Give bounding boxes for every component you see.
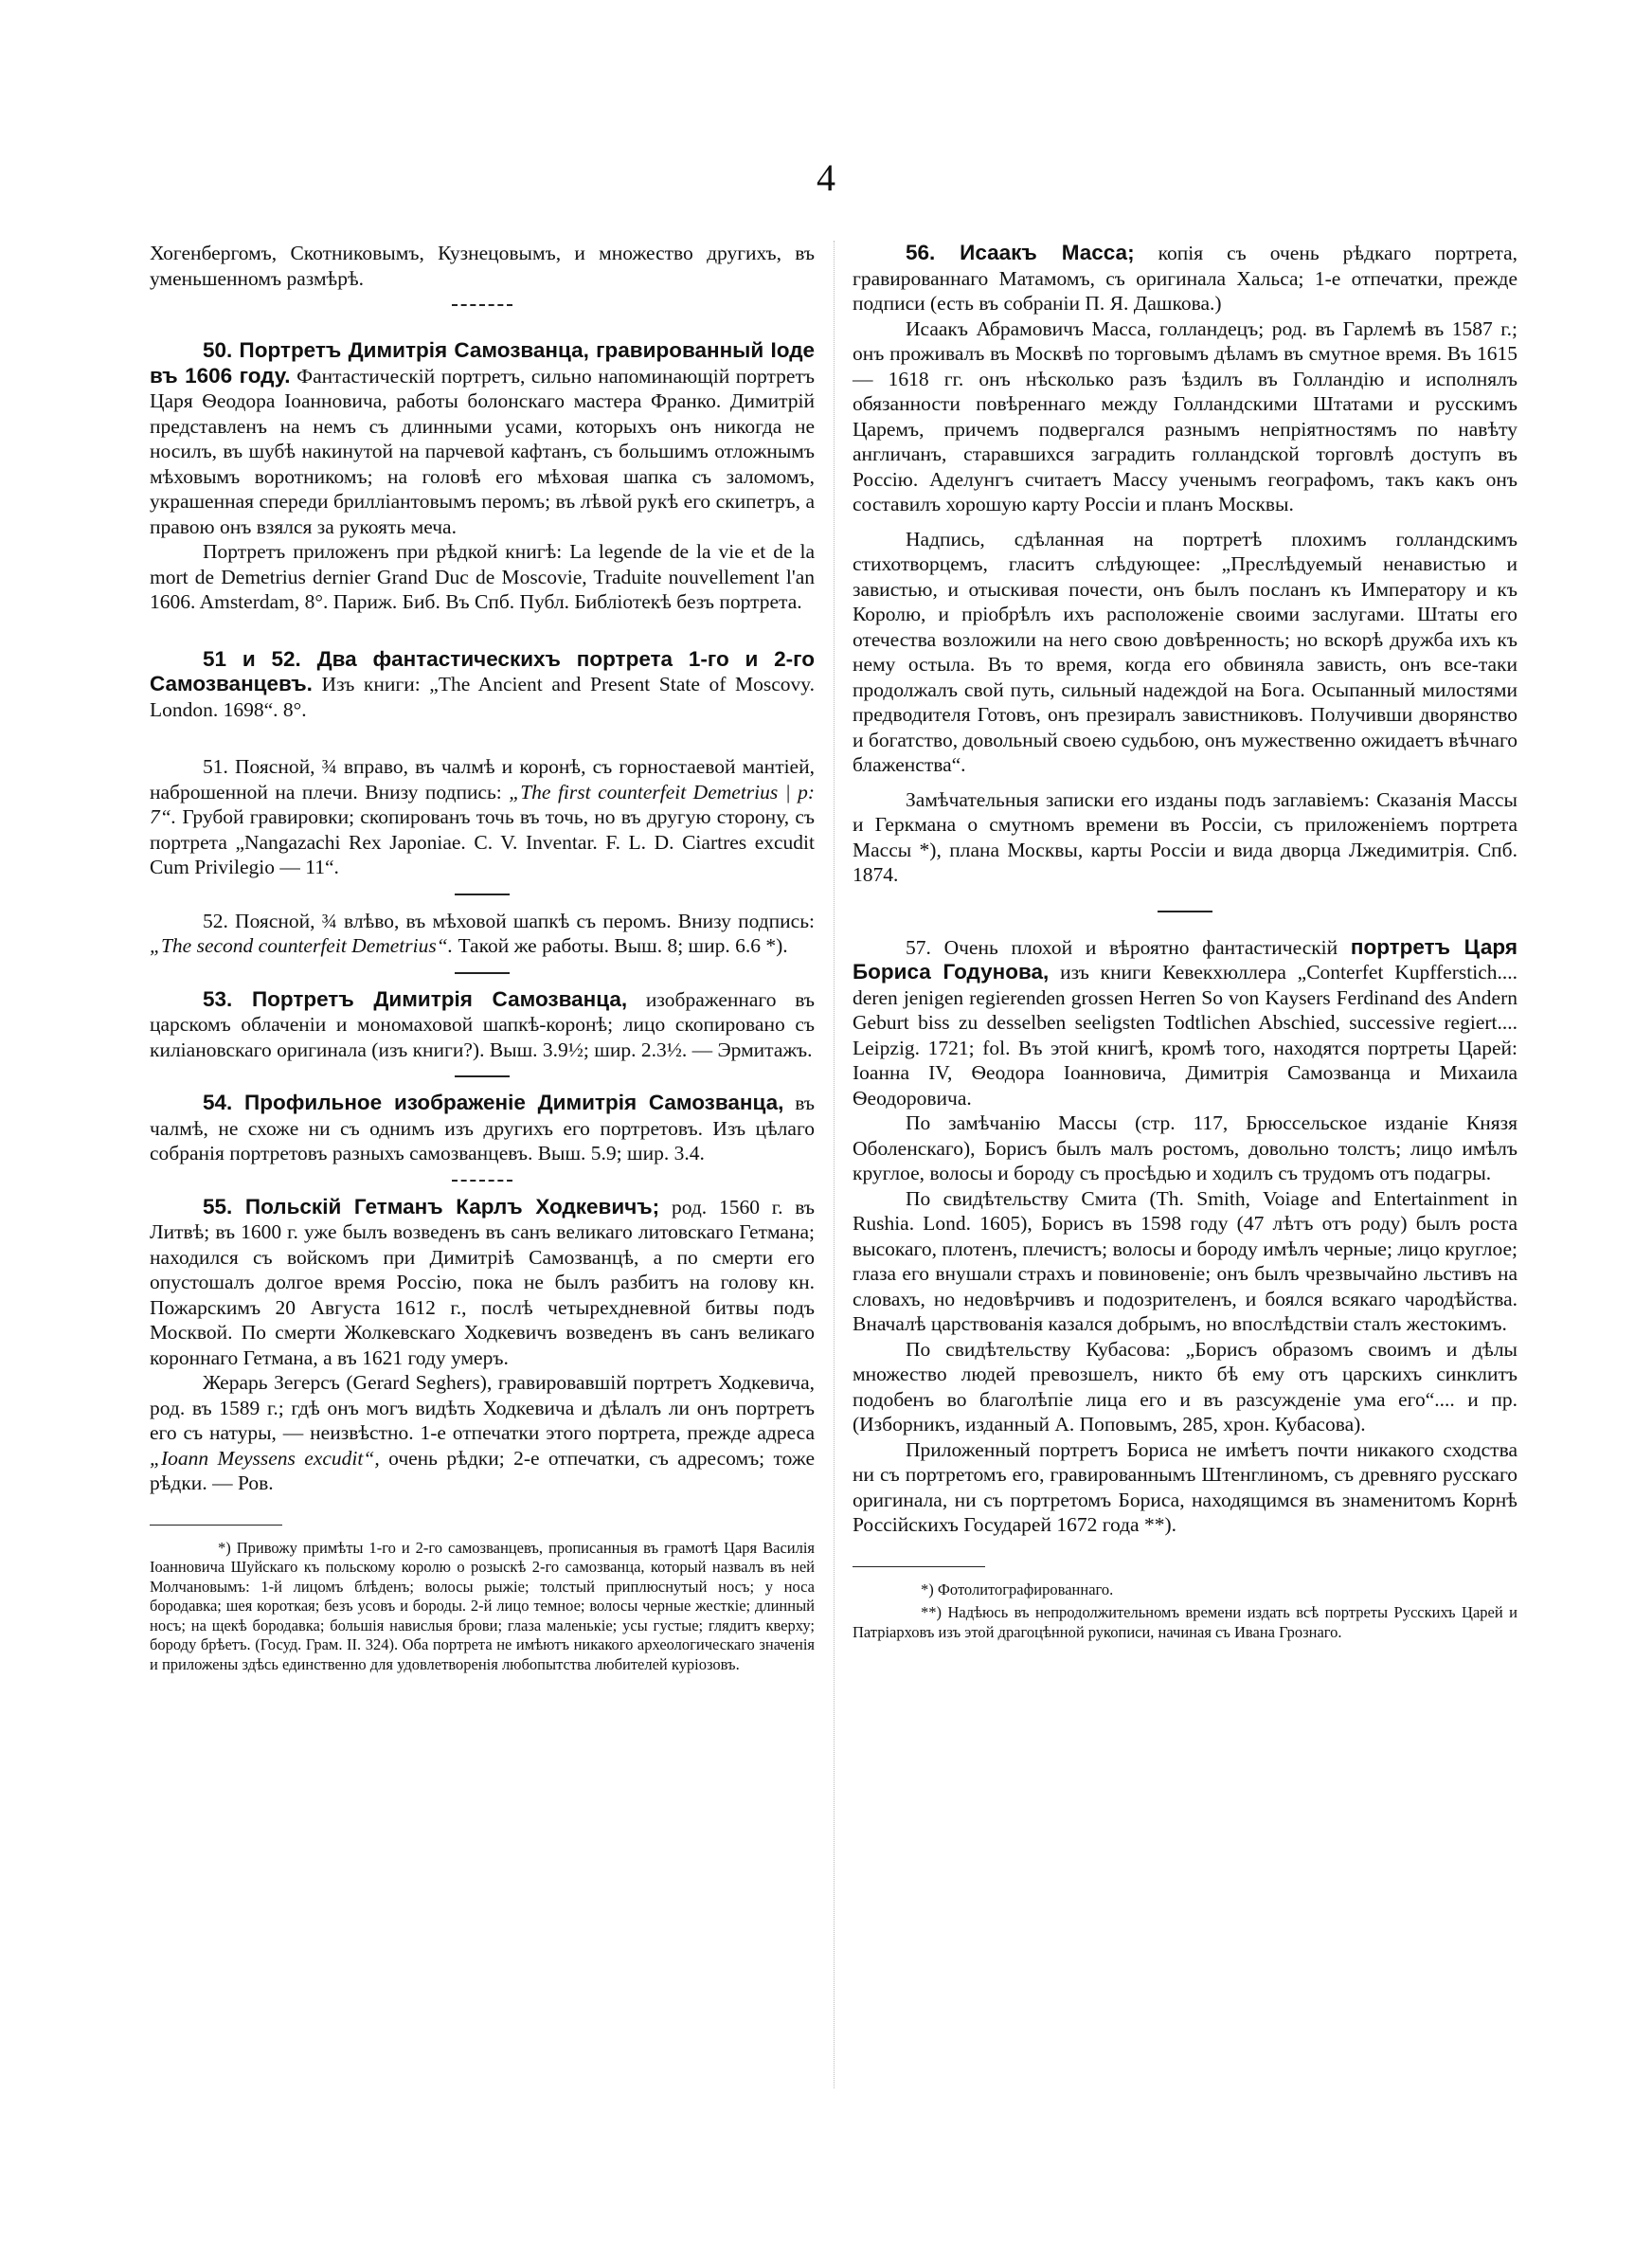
intro-text: Хогенбергомъ, Скотниковымъ, Кузнецовымъ, и множество другихъ, въ уменьшенномъ размѣрѣ.: [150, 242, 815, 290]
separator: [455, 894, 510, 895]
entry-51-52-text: Изъ книги: „The Ancient and Present State of Moscovy. London. 1698“. 8°.: [150, 673, 815, 721]
separator: [1158, 911, 1212, 912]
entry-56-notes: Замѣчательныя записки его изданы подъ заглавiемъ: Сказанiя Массы и Геркмана о смутномъ времени въ Россiи, съ приложенiемъ портрета Массы *), плана Москвы, карты Россiи и вида дворца Лжедимитрія. Спб. 1874.: [853, 787, 1517, 886]
footnote-right-1: *) Фотолитографированнаго.: [921, 1580, 1114, 1598]
entry-52-text-b: Такой же работы. Выш. 8; шир. 6.6 *).: [458, 934, 788, 957]
entry-52-caption: „The second counterfeit Demetrius“.: [150, 934, 454, 957]
entry-54-text: въ чалмѣ, не схоже ни съ однимъ изъ другихъ его портретовъ. Изъ цѣлаго собранiя портретовъ разныхъ самозванцевъ. Выш. 5.9; шир. 3.4.: [150, 1092, 815, 1165]
footnote-rule: [150, 1525, 282, 1526]
right-column: [853, 241, 1517, 1642]
entry-55-heading: 55. Польскій Гетманъ Карлъ Ходкевичъ;: [203, 1194, 660, 1219]
footnote-right-2: **) Надѣюсь въ непродолжительномъ времени издать всѣ портреты Русскихъ Царей и Патрiарховъ изъ этой драгоцѣнной рукописи, начиная съ Ивана Грознаго.: [853, 1603, 1517, 1641]
footnote-right: [853, 1580, 1517, 1643]
entry-51-text-a: 51. Поясной, ¾ вправо, въ чалмѣ и коронѣ, съ горностаевой мантiей, наброшенной на плечи. Внизу подпись:: [150, 755, 815, 803]
entry-57-text: изъ книги Кевекхюллера „Conterfet Kupfferstich.... deren jenigen regierenden grossen Herren So von Kaysers Ferdinand des Andern Geburt biss zu desselben seeligsten Todtlichen Abschied, successive regiert.... Leipzig. 1721; fol. Въ этой книгѣ, кромѣ того, находятся портреты Царей: Іоанна IV, Ѳеодора Іоанновича, Димитрія Самозванца и Михаила Ѳеодоровича.: [853, 961, 1517, 1110]
entry-51-caption: „The first counterfeit Demetrius | p: 7“.: [150, 780, 816, 828]
entry-56: [853, 241, 1517, 888]
entry-54: [150, 1091, 815, 1166]
entry-50-note: Портретъ приложенъ при рѣдкой книгѣ: La legende de la vie et de la mort de Demetrius dernier Grand Duc de Moscovie, Traduite nouvellement l'an 1606. Amsterdam, 8°. Париж. Биб. Въ Спб. Публ. Библiотекѣ безъ портрета.: [150, 540, 815, 613]
page-number: 4: [817, 156, 835, 199]
entry-56-bio: Исаакъ Абрамовичъ Масса, голландецъ; род. въ Гарлемѣ въ 1587 г.; онъ проживалъ въ Москвѣ по торговымъ дѣламъ въ смутное время. Въ 1615 — 1618 гг. онъ нѣсколько разъ ѣздилъ въ Голландiю и исполнялъ обязанности повѣреннаго между Голландскими Штатами и русскимъ Царемъ, причемъ подвергался разнымъ непрiятностямъ по навѣту англичанъ, старавшихся заградить голландской торговлѣ доступъ въ Россiю. Аделунгъ считаетъ Массу ученымъ географомъ, такъ какъ онъ составилъ хорошую карту Россiи и планъ Москвы.: [853, 316, 1517, 515]
entry-54-heading: 54. Профильное изображеніе Димитрія Самозванца,: [203, 1091, 784, 1114]
entry-53-heading: 53. Портретъ Димитрія Самозванца,: [203, 986, 628, 1011]
footnote-left-text: *) Привожу примѣты 1-го и 2-го самозванцевъ, прописанныя въ грамотѣ Царя Василія Іоанновича Шуйскаго къ польскому королю о розыскѣ 2-го самозванца, который назвалъ въ ней Молчановымъ: 1-й лицомъ блѣденъ; волосы рыжiе; толстый приплюснутый носъ; у носа бородавка; шея короткая; безъ усовъ и бороды. 2-й лицо темное; волосы черные жесткiе; длинный носъ; на щекѣ бородавка; большiя навислыя брови; глаза маленькiе; усы густые; глядитъ кверху; бороду брѣетъ. (Госуд. Грам. II. 324). Оба портрета не имѣютъ никакого археологическаго значенiя и приложены здѣсь единственно для удовлетворенiя любопытства любителей курiозовъ.: [150, 1538, 815, 1673]
entry-55: [150, 1195, 815, 1496]
entry-55-note-caption: „Ioann Meyssens excudit“,: [150, 1446, 380, 1470]
separator: [452, 304, 512, 306]
entry-55-note-a: Жерарь Зегерсъ (Gerard Seghers), гравировавшій портретъ Ходкевича, род. въ 1589 г.; гдѣ онъ могъ видѣть Ходкевича и дѣлалъ ли онъ портретъ его съ натуры, — неизвѣстно. 1-е отпечатки этого портрета, прежде адреса: [150, 1371, 815, 1444]
entry-51-text-b: Грубой гравировки; скопированъ точь въ точь, но въ другую сторону, съ портрета „Nangazachi Rex Japoniae. C. V. Inventar. F. L. D. Ciartres excudit Cum Privilegio — 11“.: [150, 805, 815, 878]
entry-57-para-4: Приложенный портретъ Бориса не имѣетъ почти никакого сходства ни съ портретомъ его, гравированнымъ Штенглиномъ, съ древняго русскаго оригинала, ни съ портретомъ Бориса, находящимся въ знаменитомъ Корнѣ Россiйскихъ Государей 1672 года **).: [853, 1437, 1517, 1536]
footnote-rule: [853, 1566, 985, 1567]
entry-55-note-b: очень рѣдки; 2-е отпечатки, съ адресомъ; тоже рѣдки. — Ров.: [150, 1446, 815, 1494]
separator: [455, 1075, 510, 1077]
entry-56-text: копiя съ очень рѣдкаго портрета, гравированнаго Матамомъ, съ оригинала Хальса; 1-е отпечатки, прежде подписи (есть въ собранiи П. Я. Дашкова.): [853, 242, 1517, 315]
entry-51: [150, 754, 815, 880]
entry-55-text: род. 1560 г. въ Литвѣ; въ 1600 г. уже былъ возведенъ въ санъ великаго литовскаго Гетмана; находился съ войскомъ при Димитріѣ Самозванцѣ, а по смерти его опустошалъ долгое время Россiю, пока не былъ разбитъ на голову кн. Пожарскимъ 20 Августа 1612 г., послѣ четырехдневной битвы подъ Москвой. По смерти Жолкевскаго Ходкевичъ возведенъ въ санъ великаго короннаго Гетмана, а въ 1621 году умеръ.: [150, 1195, 816, 1369]
separator: [455, 972, 510, 974]
entry-53: [150, 987, 815, 1063]
entry-57-para-2: По свидѣтельству Смита (Th. Smith, Voiage and Entertainment in Rushia. Lond. 1605), Борисъ въ 1598 году (47 лѣтъ отъ роду) былъ роста высокаго, плотенъ, плечистъ; волосы и бороду имѣлъ черные; лицо круглое; глаза его внушали страхъ и повиновенiе; онъ былъ чрезвычайно льстивъ на словахъ, но недовѣрчивъ и подозрителенъ, и боялся всякаго чародѣйства. Вначалѣ царствованiя казался добрымъ, но впослѣдствiи сталъ жестокимъ.: [853, 1186, 1517, 1335]
column-divider: [834, 241, 835, 2088]
separator: [452, 1180, 512, 1182]
left-column: [150, 241, 815, 1674]
entry-52: [150, 909, 815, 959]
entry-52-text-a: 52. Поясной, ¾ влѣво, въ мѣховой шапкѣ съ перомъ. Внизу подпись:: [203, 909, 815, 932]
entry-56-heading: 56. Исаакъ Масса;: [906, 241, 1135, 264]
entry-57: [853, 935, 1517, 1538]
entry-50-heading: 50. Портретъ Димитрія Самозванца, гравированный Іоде въ 1606 году.: [150, 338, 815, 388]
entry-57-heading: портретъ Царя Бориса Годунова,: [853, 934, 1517, 984]
footnote-left: [150, 1539, 815, 1675]
entry-53-text: изображеннаго въ царскомъ облаченiи и мономаховой шапкѣ-коронѣ; лицо скопировано съ килiановскаго оригинала (изъ книги?). Выш. 3.9½; шир. 2.3½. — Эрмитажъ.: [150, 987, 815, 1061]
entry-50-text: Фантастическій портретъ, сильно напоминающій портретъ Царя Ѳеодора Іоанновича, работы болонскаго мастера Франко. Димитрій представленъ на немъ съ длинными усами, которыхъ онъ никогда не носилъ, въ шубѣ накинутой на парчевой кафтанъ, съ большимъ отложнымъ мѣховымъ воротникомъ; на головѣ его мѣховая шапка съ заломомъ, украшенная спереди бриллiантовымъ перомъ; въ лѣвой рукѣ его скипетръ, а правою онъ взялся за рукоять меча.: [150, 364, 815, 538]
entry-51-52: [150, 647, 815, 723]
entry-57-para-1: По замѣчанiю Массы (стр. 117, Брюссельское изданiе Князя Оболенскаго), Борисъ былъ малъ ростомъ, довольно толстъ; лицо имѣлъ круглое, волосы и бороду съ просѣдью и ходилъ съ трудомъ отъ подагры.: [853, 1111, 1517, 1184]
entry-56-inscription: Надпись, сдѣланная на портретѣ плохимъ голландскимъ стихотворцемъ, гласитъ слѣдующее: „Преслѣдуемый ненавистью и завистью, и отыскивая почести, онъ былъ посланъ къ Императору и къ Королю, и прiобрѣлъ ихъ расположенiе своими заслугами. Штаты его отечества возложили на него свою довѣренность; но вскорѣ дружба ихъ къ нему остыла. Въ то время, когда его обвиняла зависть, онъ все-таки продолжалъ свой путь, сильный надеждой на Бога. Осыпанный милостями предводителя Готовъ, онъ презиралъ завистниковъ. Получивши дворянство и богатство, довольный своею судьбою, онъ мужественно ожидаетъ вѣчнаго блаженства“.: [853, 527, 1517, 776]
entry-50: [150, 338, 815, 615]
entry-57-para-3: По свидѣтельству Кубасова: „Борисъ образомъ своимъ и дѣлы множество людей превозшелъ, никто бѣ ему отъ царскихъ синклитъ подобенъ во благолѣпiе лица его и въ разсужденiе ума его“.... и пр. (Изборникъ, изданный А. Поповымъ, 285, хрон. Кубасова).: [853, 1337, 1517, 1435]
entry-51-52-heading: 51 и 52. Два фантастическихъ портрета 1-го и 2-го Самозванцевъ.: [150, 646, 815, 695]
entry-57-lead: 57. Очень плохой и вѣроятно фантастическій: [906, 935, 1338, 959]
